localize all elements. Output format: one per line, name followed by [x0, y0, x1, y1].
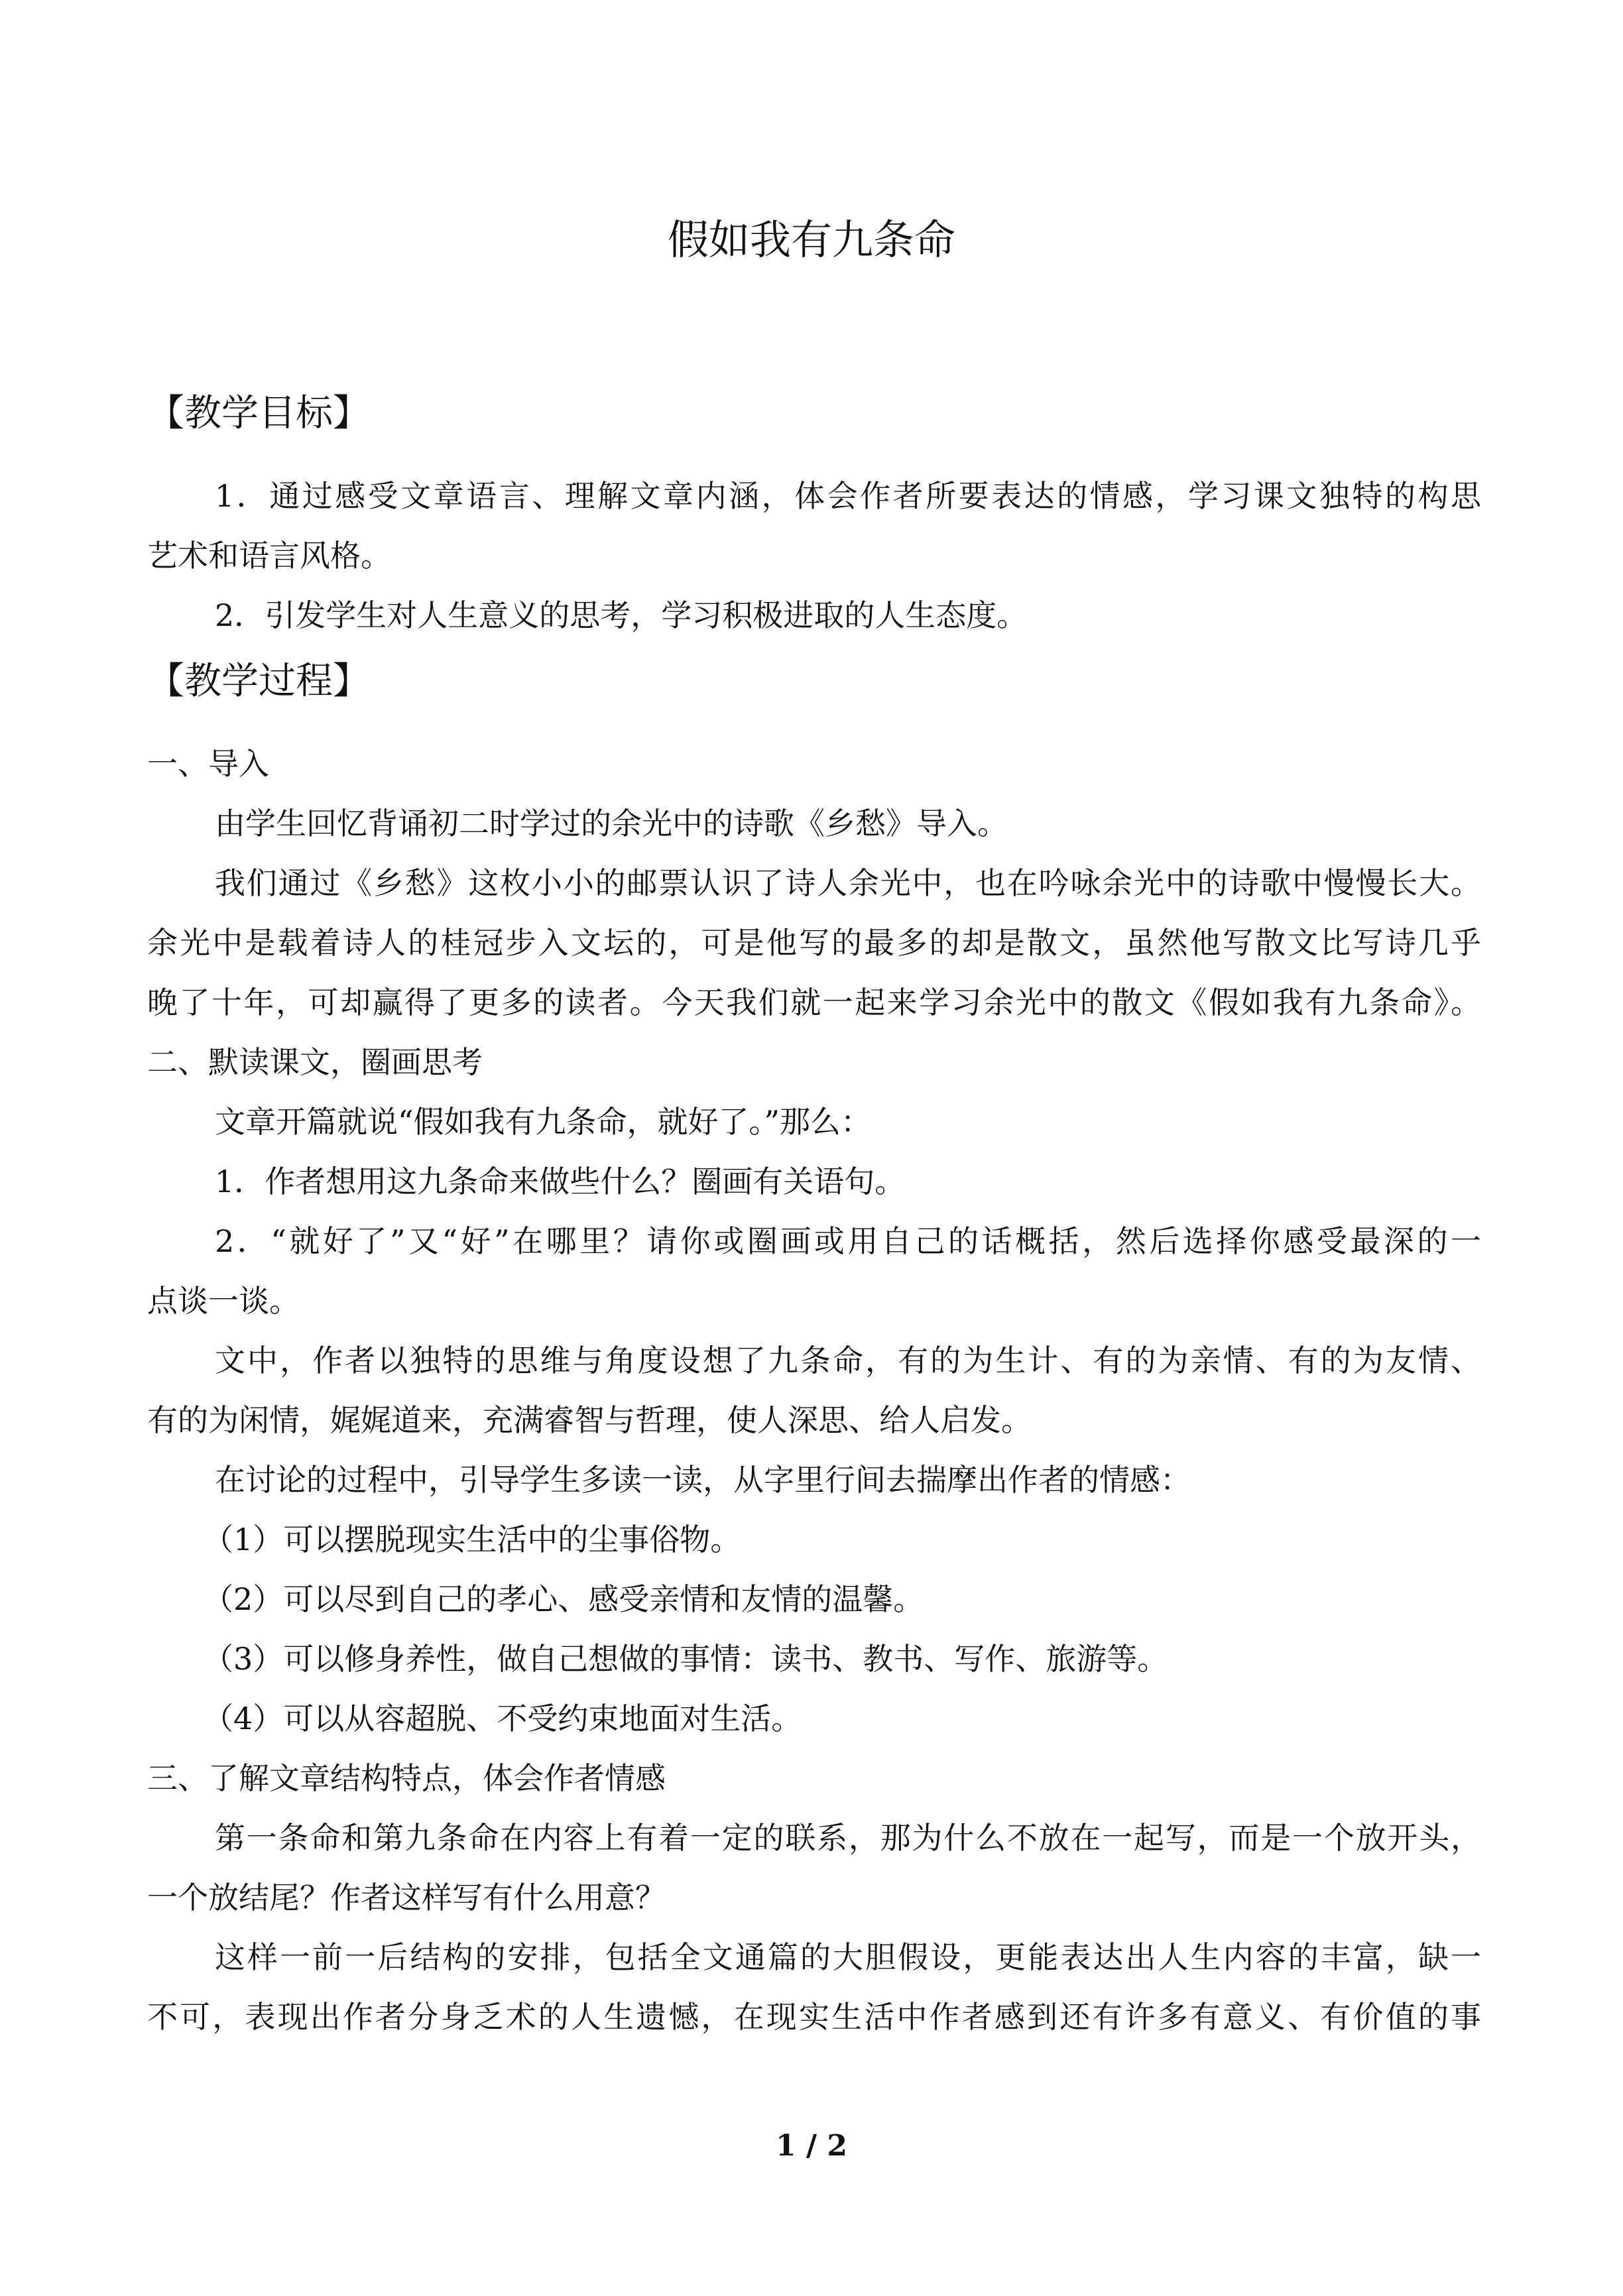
section-1-paragraph-2-line-2: 余光中是载着诗人的桂冠步入文坛的，可是他写的最多的却是散文，虽然他写散文比写诗几乎	[147, 925, 1481, 961]
heading-process: 【教学过程】	[147, 660, 370, 703]
objective-2: 2．引发学生对人生意义的思考，学习积极进取的人生态度。	[215, 597, 1028, 633]
section-2-question-2-line-2: 点谈一谈。	[147, 1283, 300, 1319]
list-item: （2）可以尽到自己的孝心、感受亲情和友情的温馨。	[203, 1581, 924, 1617]
list-item: （4）可以从容超脱、不受约束地面对生活。	[203, 1701, 802, 1736]
section-3-paragraph-1-line-2: 一个放结尾？作者这样写有什么用意？	[147, 1880, 666, 1915]
objective-1-line-1: 1．通过感受文章语言、理解文章内涵，体会作者所要表达的情感，学习课文独特的构思	[215, 478, 1481, 514]
section-3-paragraph-2-line-2: 不可，表现出作者分身乏术的人生遗憾，在现实生活中作者感到还有许多有意义、有价值的事	[147, 1999, 1481, 2035]
section-3-heading: 三、了解文章结构特点，体会作者情感	[147, 1760, 666, 1796]
section-1-paragraph-2-line-3: 晚了十年，可却赢得了更多的读者。今天我们就一起来学习余光中的散文《假如我有九条命》。	[147, 985, 1481, 1020]
section-3-paragraph-2-line-1: 这样一前一后结构的安排，包括全文通篇的大胆假设，更能表达出人生内容的丰富，缺一	[215, 1939, 1481, 1975]
section-1-heading: 一、导入	[147, 746, 269, 782]
section-2-heading: 二、默读课文，圈画思考	[147, 1044, 483, 1080]
heading-objectives: 【教学目标】	[147, 392, 370, 435]
section-1-paragraph-2-line-1: 我们通过《乡愁》这枚小小的邮票认识了诗人余光中，也在吟咏余光中的诗歌中慢慢长大。	[215, 865, 1481, 901]
section-1-paragraph-1: 由学生回忆背诵初二时学过的余光中的诗歌《乡愁》导入。	[215, 806, 1008, 841]
section-3-paragraph-1-line-1: 第一条命和第九条命在内容上有着一定的联系，那为什么不放在一起写，而是一个放开头，	[215, 1820, 1481, 1856]
list-item: （3）可以修身养性，做自己想做的事情：读书、教书、写作、旅游等。	[203, 1641, 1168, 1677]
document-title: 假如我有九条命	[667, 215, 955, 264]
section-2-paragraph-1: 文章开篇就说“假如我有九条命，就好了。”那么：	[215, 1104, 872, 1140]
list-item: （1）可以摆脱现实生活中的尘事俗物。	[203, 1522, 741, 1557]
page-number: 1 / 2	[776, 2129, 847, 2163]
section-2-paragraph-3: 在讨论的过程中，引导学生多读一读，从字里行间去揣摩出作者的情感：	[215, 1462, 1191, 1498]
section-2-question-2-line-1: 2．“就好了”又“好”在哪里？请你或圈画或用自己的话概括，然后选择你感受最深的一	[215, 1223, 1481, 1259]
section-2-paragraph-2-line-2: 有的为闲情，娓娓道来，充满睿智与哲理，使人深思、给人启发。	[147, 1402, 1032, 1438]
objective-1-line-2: 艺术和语言风格。	[147, 538, 391, 574]
section-2-paragraph-2-line-1: 文中，作者以独特的思维与角度设想了九条命，有的为生计、有的为亲情、有的为友情、	[215, 1343, 1481, 1378]
section-2-question-1: 1．作者想用这九条命来做些什么？圈画有关语句。	[215, 1164, 906, 1199]
